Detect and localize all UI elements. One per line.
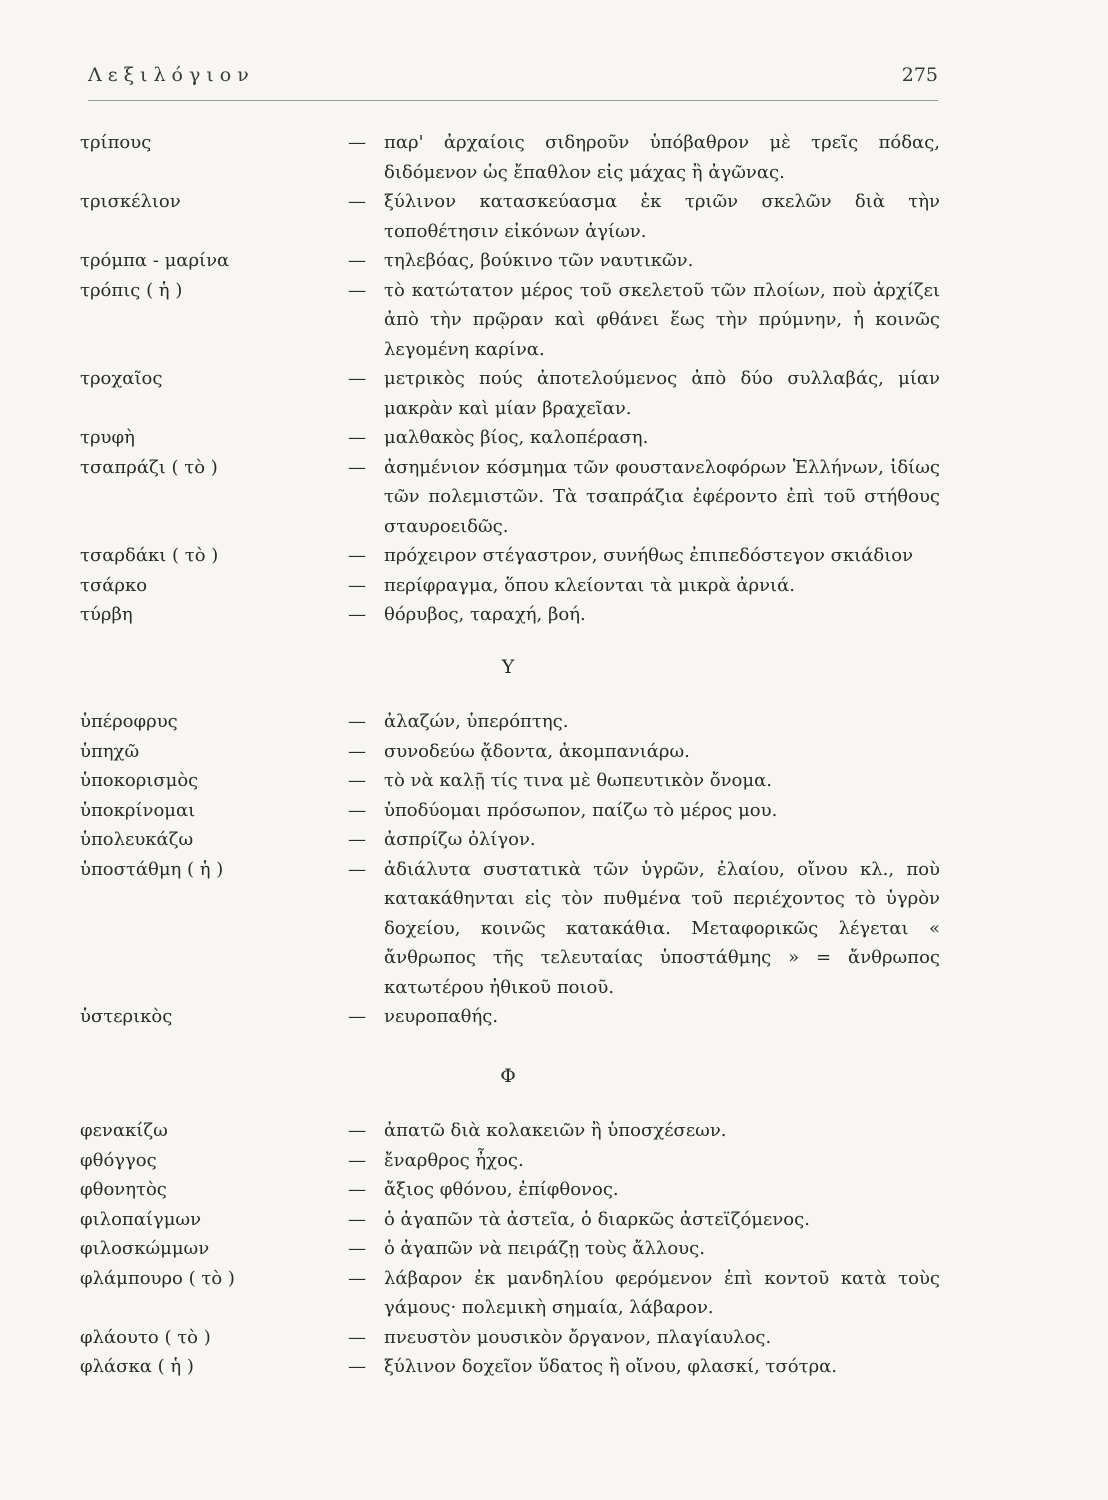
section-spacer [80,1091,940,1116]
glossary-term: τρίπους [80,132,152,153]
glossary-entry [80,1352,940,1382]
entry-dash: — [348,1356,366,1377]
entry-dash: — [348,1179,366,1200]
glossary-definition: νευροπαθής. [384,1006,499,1027]
glossary-term: ὑπολευκάζω [80,829,194,850]
glossary-entry [80,246,940,276]
glossary-term: τρισκέλιον [80,191,181,212]
glossary-term: φθονητὸς [80,1179,167,1200]
entry-dash: — [348,711,366,732]
entry-dash: — [348,858,366,880]
entry-dash: — [348,604,366,625]
glossary-entry [80,737,940,767]
glossary-entry [80,541,940,571]
glossary-entry [80,855,940,1003]
page-number: 275 [901,64,938,86]
glossary-definition: ὁ ἀγαπῶν νὰ πειράζῃ τοὺς ἄλλους. [384,1238,705,1259]
glossary-definition: ξύλινον δοχεῖον ὕδατος ἢ οἴνου, φλασκί, τσότρα. [384,1356,838,1377]
glossary-definition: πνευστὸν μουσικὸν ὄργανον, πλαγίαυλος. [384,1326,772,1348]
entry-dash: — [348,427,366,448]
glossary-definition: ὁ ἀγαπῶν τὰ ἀστεῖα, ὁ διαρκῶς ἀστεϊζόμενος. [384,1208,810,1230]
section-spacer [80,630,940,653]
glossary-entry [80,276,940,365]
glossary-definition: λάβαρον ἐκ μανδηλίου φερόμενον ἐπὶ κοντοῦ κατὰ τοὺς γάμους· πολεμικὴ σημαία, λάβαρον. [384,1267,940,1318]
entry-dash: — [348,191,366,212]
entry-dash: — [348,1267,366,1289]
section-spacer [80,1032,940,1062]
entry-dash: — [348,279,366,301]
glossary-term: τύρβη [80,604,133,625]
entry-dash: — [348,1120,366,1141]
glossary-definition: συνοδεύω ᾄδοντα, ἀκομπανιάρω. [384,740,690,762]
glossary-entry [80,364,940,423]
glossary-definition: ἀπατῶ διὰ κολακειῶν ἢ ὑποσχέσεων. [384,1120,727,1141]
glossary-entry [80,1116,940,1146]
glossary-entry [80,1175,940,1205]
entry-dash: — [348,799,366,821]
entry-dash: — [348,740,366,762]
glossary-definition: ἀσπρίζω ὀλίγον. [384,829,536,850]
glossary-term: φλάσκα ( ἡ ) [80,1356,194,1377]
glossary-definition: ἀσημένιον κόσμημα τῶν φουστανελοφόρων Ἑλλήνων, ἰδίως τῶν πολεμιστῶν. Τὰ τσαπράζια ἐφέροντο ἐπὶ τοῦ στήθους σταυροειδῶς. [384,456,940,537]
glossary-definition: ὑποδύομαι πρόσωπον, παίζω τὸ μέρος μου. [384,799,778,821]
glossary-term: ὑπέροφρυς [80,711,178,732]
entry-dash: — [348,1006,366,1027]
running-header [88,64,938,101]
glossary-definition: παρ' ἀρχαίοις σιδηροῦν ὑπόβαθρον μὲ τρεῖς πόδας, διδόμενον ὡς ἔπαθλον εἰς μάχας ἢ ἀγῶνας. [384,132,940,183]
glossary-term: φλάμπουρο ( τὸ ) [80,1267,235,1289]
glossary-entry [80,128,940,187]
glossary-entry [80,1205,940,1235]
glossary-term: τσάρκο [80,574,148,596]
entry-dash: — [348,829,366,850]
glossary-entry [80,600,940,630]
glossary-term: φθόγγος [80,1149,157,1171]
glossary-entry [80,1323,940,1353]
glossary-entries [80,128,940,1382]
entry-dash: — [348,770,366,791]
glossary-term: ὑστερικὸς [80,1006,173,1027]
entry-dash: — [348,545,366,566]
glossary-term: τρόπις ( ἡ ) [80,279,183,301]
glossary-definition: μαλθακὸς βίος, καλοπέραση. [384,427,649,448]
glossary-definition: μετρικὸς πούς ἀποτελούμενος ἀπὸ δύο συλλαβάς, μίαν μακρὰν καὶ μίαν βραχεῖαν. [384,368,940,419]
glossary-definition: ἄξιος φθόνου, ἐπίφθονος. [384,1179,619,1200]
glossary-definition: θόρυβος, ταραχή, βοή. [384,604,586,625]
glossary-term: τροχαῖος [80,368,163,389]
glossary-entry [80,825,940,855]
glossary-entry [80,1002,940,1032]
glossary-entry [80,796,940,826]
glossary-term: τσαπράζι ( τὸ ) [80,456,218,478]
glossary-definition: τὸ νὰ καλῇ τίς τινα μὲ θωπευτικὸν ὄνομα. [384,770,772,791]
section-letter-heading: Υ [501,655,515,678]
glossary-definition: τὸ κατώτατον μέρος τοῦ σκελετοῦ τῶν πλοίων, ποὺ ἀρχίζει ἀπὸ τὴν πρῷραν καὶ φθάνει ἕως τὴν πρύμνην, ἡ κοινῶς λεγομένη καρίνα. [384,279,940,360]
entry-dash: — [348,132,366,153]
glossary-term: ὑποκορισμὸς [80,770,199,791]
entry-dash: — [348,1149,366,1171]
glossary-entry [80,571,940,601]
glossary-term: ὑποστάθμη ( ἡ ) [80,858,224,880]
glossary-definition: ἀδιάλυτα συστατικὰ τῶν ὑγρῶν, ἐλαίου, οἴνου κλ., ποὺ κατακάθηνται εἰς τὸν πυθμένα τοῦ περιέχοντος τὸ ὑγρὸν δοχείου, κοινῶς κατακάθια. Μεταφορικῶς λέγεται « ἄνθρωπος τῆς τελευταίας ὑποστάθμης » = ἄνθρωπος κατωτέρου ἠθικοῦ ποιοῦ. [384,858,940,998]
glossary-term: ὑποκρίνομαι [80,799,196,821]
glossary-term: φενακίζω [80,1120,168,1141]
glossary-term: φιλοπαίγμων [80,1208,202,1230]
glossary-entry [80,453,940,542]
entry-dash: — [348,1208,366,1230]
glossary-term: ὑπηχῶ [80,740,140,762]
glossary-entry [80,423,940,453]
glossary-definition: ἀλαζών, ὑπερόπτης. [384,711,569,732]
entry-dash: — [348,1326,366,1348]
glossary-term: τσαρδάκι ( τὸ ) [80,545,219,566]
entry-dash: — [348,456,366,478]
glossary-entry [80,766,940,796]
entry-dash: — [348,368,366,389]
glossary-term: φλάουτο ( τὸ ) [80,1326,211,1348]
glossary-term: τρόμπα - μαρίνα [80,250,230,271]
entry-dash: — [348,574,366,596]
glossary-definition: τηλεβόας, βούκινο τῶν ναυτικῶν. [384,250,694,271]
glossary-term: φιλοσκώμμων [80,1238,210,1259]
section-spacer [80,682,940,707]
section-letter-heading: Φ [500,1064,516,1087]
glossary-entry [80,1264,940,1323]
glossary-definition: πρόχειρον στέγαστρον, συνήθως ἐπιπεδόστεγον σκιάδιον [384,545,914,566]
glossary-entry [80,1146,940,1176]
glossary-definition: ξύλινον κατασκεύασμα ἐκ τριῶν σκελῶν διὰ τὴν τοποθέτησιν εἰκόνων ἁγίων. [384,191,940,242]
glossary-entry [80,1234,940,1264]
entry-dash: — [348,1238,366,1259]
glossary-definition: ἔναρθρος ἦχος. [384,1149,524,1171]
glossary-definition: περίφραγμα, ὅπου κλείονται τὰ μικρὰ ἀρνιά. [384,574,795,596]
running-title: Λεξιλόγιον [88,64,255,86]
glossary-entry [80,707,940,737]
glossary-entry [80,187,940,246]
glossary-term: τρυφὴ [80,427,135,448]
entry-dash: — [348,250,366,271]
